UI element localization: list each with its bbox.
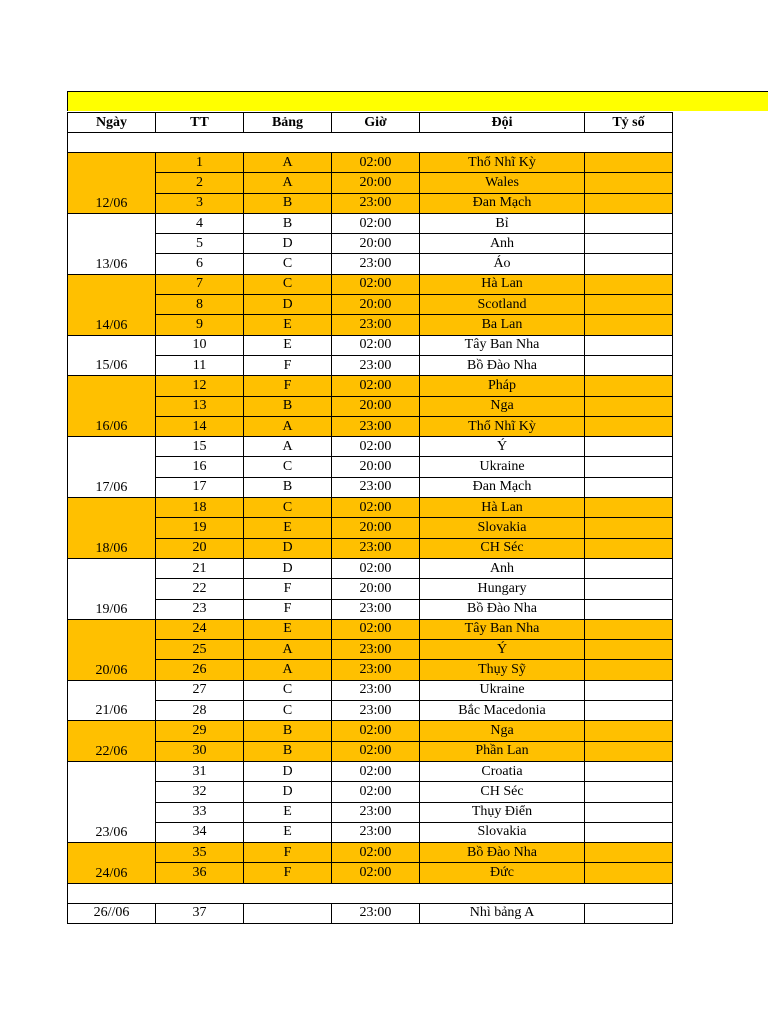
match-group: E bbox=[244, 315, 332, 335]
match-row bbox=[68, 802, 673, 822]
match-score bbox=[585, 254, 673, 274]
match-group: A bbox=[244, 660, 332, 680]
match-row bbox=[68, 335, 673, 355]
match-no: 26 bbox=[156, 660, 244, 680]
match-row bbox=[68, 173, 673, 193]
match-no: 29 bbox=[156, 721, 244, 741]
date-cell: 21/06 bbox=[68, 680, 156, 721]
match-row bbox=[68, 355, 673, 375]
date-cell: 26//06 bbox=[68, 903, 156, 923]
match-team: Đan Mạch bbox=[420, 477, 585, 497]
match-team: Bồ Đào Nha bbox=[420, 355, 585, 375]
date-cell: 13/06 bbox=[68, 213, 156, 274]
match-no: 18 bbox=[156, 498, 244, 518]
match-group: F bbox=[244, 579, 332, 599]
match-score bbox=[585, 274, 673, 294]
match-group: A bbox=[244, 437, 332, 457]
match-row bbox=[68, 213, 673, 233]
date-cell: 19/06 bbox=[68, 558, 156, 619]
match-time: 23:00 bbox=[332, 680, 420, 700]
match-group: C bbox=[244, 680, 332, 700]
match-group: B bbox=[244, 213, 332, 233]
match-group: A bbox=[244, 173, 332, 193]
match-time: 23:00 bbox=[332, 640, 420, 660]
match-time: 02:00 bbox=[332, 843, 420, 863]
match-time: 02:00 bbox=[332, 376, 420, 396]
match-score bbox=[585, 721, 673, 741]
match-team: Scotland bbox=[420, 295, 585, 315]
match-time: 02:00 bbox=[332, 863, 420, 883]
match-no: 22 bbox=[156, 579, 244, 599]
match-score bbox=[585, 863, 673, 883]
match-group: F bbox=[244, 843, 332, 863]
date-cell: 24/06 bbox=[68, 843, 156, 884]
match-no: 21 bbox=[156, 558, 244, 578]
match-time: 23:00 bbox=[332, 538, 420, 558]
match-time: 02:00 bbox=[332, 558, 420, 578]
match-score bbox=[585, 782, 673, 802]
match-row bbox=[68, 761, 673, 781]
match-team: Thổ Nhĩ Kỳ bbox=[420, 153, 585, 173]
match-time: 23:00 bbox=[332, 355, 420, 375]
match-no: 33 bbox=[156, 802, 244, 822]
match-team: Thổ Nhĩ Kỳ bbox=[420, 416, 585, 436]
match-row bbox=[68, 396, 673, 416]
match-time: 02:00 bbox=[332, 761, 420, 781]
match-team: Nga bbox=[420, 721, 585, 741]
match-no: 34 bbox=[156, 822, 244, 842]
match-score bbox=[585, 619, 673, 639]
match-group: C bbox=[244, 498, 332, 518]
match-team: Bồ Đào Nha bbox=[420, 599, 585, 619]
match-score bbox=[585, 843, 673, 863]
match-team: Thụy Điển bbox=[420, 802, 585, 822]
date-cell: 14/06 bbox=[68, 274, 156, 335]
match-no: 3 bbox=[156, 193, 244, 213]
match-no: 4 bbox=[156, 213, 244, 233]
match-time: 02:00 bbox=[332, 721, 420, 741]
spacer-row-bottom-cell bbox=[68, 883, 673, 903]
match-row bbox=[68, 193, 673, 213]
match-time: 23:00 bbox=[332, 903, 420, 923]
match-group: D bbox=[244, 295, 332, 315]
match-row bbox=[68, 315, 673, 335]
match-no: 10 bbox=[156, 335, 244, 355]
match-score bbox=[585, 802, 673, 822]
match-team: Croatia bbox=[420, 761, 585, 781]
match-row bbox=[68, 477, 673, 497]
match-row bbox=[68, 701, 673, 721]
match-team: Hà Lan bbox=[420, 498, 585, 518]
header-group: Bảng bbox=[244, 113, 332, 133]
match-group: D bbox=[244, 782, 332, 802]
match-time: 02:00 bbox=[332, 437, 420, 457]
match-group: B bbox=[244, 741, 332, 761]
match-group: E bbox=[244, 518, 332, 538]
match-no: 30 bbox=[156, 741, 244, 761]
match-row bbox=[68, 153, 673, 173]
header-row bbox=[68, 113, 673, 133]
match-score bbox=[585, 518, 673, 538]
match-time: 23:00 bbox=[332, 315, 420, 335]
match-team: Phần Lan bbox=[420, 741, 585, 761]
spacer-row-top-cell bbox=[68, 133, 673, 153]
match-time: 02:00 bbox=[332, 741, 420, 761]
match-no: 13 bbox=[156, 396, 244, 416]
match-no: 15 bbox=[156, 437, 244, 457]
date-cell: 23/06 bbox=[68, 761, 156, 842]
match-no: 27 bbox=[156, 680, 244, 700]
match-row bbox=[68, 721, 673, 741]
match-no: 17 bbox=[156, 477, 244, 497]
match-group: E bbox=[244, 619, 332, 639]
match-team: Ý bbox=[420, 437, 585, 457]
match-team: Ba Lan bbox=[420, 315, 585, 335]
match-row bbox=[68, 741, 673, 761]
match-score bbox=[585, 558, 673, 578]
date-cell: 22/06 bbox=[68, 721, 156, 762]
match-group: C bbox=[244, 274, 332, 294]
match-row bbox=[68, 437, 673, 457]
match-row bbox=[68, 457, 673, 477]
match-group: E bbox=[244, 335, 332, 355]
match-team: CH Séc bbox=[420, 538, 585, 558]
match-group: C bbox=[244, 701, 332, 721]
match-row bbox=[68, 376, 673, 396]
match-team: Tây Ban Nha bbox=[420, 619, 585, 639]
date-cell: 17/06 bbox=[68, 437, 156, 498]
match-row bbox=[68, 599, 673, 619]
match-team: Ukraine bbox=[420, 680, 585, 700]
match-time: 23:00 bbox=[332, 254, 420, 274]
match-no: 25 bbox=[156, 640, 244, 660]
match-row bbox=[68, 782, 673, 802]
match-group: A bbox=[244, 153, 332, 173]
match-no: 35 bbox=[156, 843, 244, 863]
match-no: 20 bbox=[156, 538, 244, 558]
match-row bbox=[68, 234, 673, 254]
match-group: B bbox=[244, 477, 332, 497]
match-team: Nga bbox=[420, 396, 585, 416]
match-time: 20:00 bbox=[332, 234, 420, 254]
match-no: 14 bbox=[156, 416, 244, 436]
match-row bbox=[68, 640, 673, 660]
match-no: 9 bbox=[156, 315, 244, 335]
match-time: 02:00 bbox=[332, 335, 420, 355]
match-time: 02:00 bbox=[332, 782, 420, 802]
match-score bbox=[585, 153, 673, 173]
match-group: F bbox=[244, 376, 332, 396]
match-no: 16 bbox=[156, 457, 244, 477]
match-no: 36 bbox=[156, 863, 244, 883]
match-row bbox=[68, 863, 673, 883]
match-team: Wales bbox=[420, 173, 585, 193]
match-time: 20:00 bbox=[332, 295, 420, 315]
match-no: 23 bbox=[156, 599, 244, 619]
match-group: F bbox=[244, 355, 332, 375]
match-group: C bbox=[244, 254, 332, 274]
match-row bbox=[68, 254, 673, 274]
match-group: D bbox=[244, 558, 332, 578]
match-score bbox=[585, 761, 673, 781]
match-time: 23:00 bbox=[332, 701, 420, 721]
date-cell: 12/06 bbox=[68, 153, 156, 214]
match-team: Đức bbox=[420, 863, 585, 883]
match-time: 02:00 bbox=[332, 213, 420, 233]
match-group: D bbox=[244, 234, 332, 254]
match-no: 19 bbox=[156, 518, 244, 538]
match-score bbox=[585, 599, 673, 619]
match-no: 32 bbox=[156, 782, 244, 802]
match-no: 8 bbox=[156, 295, 244, 315]
match-score bbox=[585, 335, 673, 355]
match-time: 23:00 bbox=[332, 193, 420, 213]
match-score bbox=[585, 579, 673, 599]
match-group: E bbox=[244, 822, 332, 842]
match-score bbox=[585, 295, 673, 315]
match-score bbox=[585, 355, 673, 375]
match-team: CH Séc bbox=[420, 782, 585, 802]
header-time: Giờ bbox=[332, 113, 420, 133]
match-time: 20:00 bbox=[332, 173, 420, 193]
title-bar bbox=[67, 91, 768, 111]
match-group: B bbox=[244, 721, 332, 741]
match-no: 31 bbox=[156, 761, 244, 781]
match-time: 02:00 bbox=[332, 498, 420, 518]
knockout-row bbox=[68, 903, 673, 923]
match-team: Slovakia bbox=[420, 518, 585, 538]
match-time: 23:00 bbox=[332, 822, 420, 842]
match-no: 12 bbox=[156, 376, 244, 396]
match-team: Slovakia bbox=[420, 822, 585, 842]
match-team: Bồ Đào Nha bbox=[420, 843, 585, 863]
match-row bbox=[68, 518, 673, 538]
match-no: 7 bbox=[156, 274, 244, 294]
match-score bbox=[585, 640, 673, 660]
match-team: Đan Mạch bbox=[420, 193, 585, 213]
match-team: Bỉ bbox=[420, 213, 585, 233]
match-score bbox=[585, 741, 673, 761]
match-team: Anh bbox=[420, 234, 585, 254]
match-score bbox=[585, 437, 673, 457]
match-row bbox=[68, 538, 673, 558]
match-time: 23:00 bbox=[332, 660, 420, 680]
match-group: D bbox=[244, 761, 332, 781]
match-row bbox=[68, 619, 673, 639]
match-group: B bbox=[244, 193, 332, 213]
match-group: B bbox=[244, 396, 332, 416]
match-team: Thụy Sỹ bbox=[420, 660, 585, 680]
match-time: 20:00 bbox=[332, 457, 420, 477]
match-score bbox=[585, 660, 673, 680]
match-time: 23:00 bbox=[332, 477, 420, 497]
match-row bbox=[68, 498, 673, 518]
date-cell: 20/06 bbox=[68, 619, 156, 680]
match-time: 02:00 bbox=[332, 619, 420, 639]
header-team: Đội bbox=[420, 113, 585, 133]
match-group: F bbox=[244, 599, 332, 619]
match-score bbox=[585, 173, 673, 193]
match-score bbox=[585, 193, 673, 213]
spacer-row-top bbox=[68, 133, 673, 153]
match-no: 1 bbox=[156, 153, 244, 173]
header-date: Ngày bbox=[68, 113, 156, 133]
match-time: 23:00 bbox=[332, 599, 420, 619]
match-score bbox=[585, 376, 673, 396]
spacer-row-bottom bbox=[68, 883, 673, 903]
match-no: 5 bbox=[156, 234, 244, 254]
match-group: A bbox=[244, 640, 332, 660]
match-no: 11 bbox=[156, 355, 244, 375]
match-score bbox=[585, 903, 673, 923]
match-row bbox=[68, 295, 673, 315]
match-no: 24 bbox=[156, 619, 244, 639]
match-row bbox=[68, 843, 673, 863]
match-time: 20:00 bbox=[332, 396, 420, 416]
match-group: D bbox=[244, 538, 332, 558]
match-score bbox=[585, 680, 673, 700]
match-time: 23:00 bbox=[332, 802, 420, 822]
match-score bbox=[585, 315, 673, 335]
match-time: 20:00 bbox=[332, 579, 420, 599]
match-row bbox=[68, 579, 673, 599]
date-cell: 16/06 bbox=[68, 376, 156, 437]
match-score bbox=[585, 538, 673, 558]
match-no: 2 bbox=[156, 173, 244, 193]
match-group bbox=[244, 903, 332, 923]
match-score bbox=[585, 822, 673, 842]
match-group: E bbox=[244, 802, 332, 822]
match-score bbox=[585, 457, 673, 477]
match-team: Bắc Macedonia bbox=[420, 701, 585, 721]
match-score bbox=[585, 498, 673, 518]
header-score: Tỷ số bbox=[585, 113, 673, 133]
match-no: 37 bbox=[156, 903, 244, 923]
match-row bbox=[68, 558, 673, 578]
match-group: C bbox=[244, 457, 332, 477]
match-time: 20:00 bbox=[332, 518, 420, 538]
match-team: Hà Lan bbox=[420, 274, 585, 294]
match-team: Áo bbox=[420, 254, 585, 274]
match-team: Anh bbox=[420, 558, 585, 578]
match-score bbox=[585, 396, 673, 416]
date-cell: 18/06 bbox=[68, 498, 156, 559]
schedule-body bbox=[68, 113, 673, 924]
match-time: 02:00 bbox=[332, 274, 420, 294]
match-score bbox=[585, 213, 673, 233]
match-group: A bbox=[244, 416, 332, 436]
match-row bbox=[68, 822, 673, 842]
match-team: Pháp bbox=[420, 376, 585, 396]
match-team: Hungary bbox=[420, 579, 585, 599]
match-no: 6 bbox=[156, 254, 244, 274]
header-no: TT bbox=[156, 113, 244, 133]
match-team: Tây Ban Nha bbox=[420, 335, 585, 355]
match-score bbox=[585, 416, 673, 436]
match-team: Ý bbox=[420, 640, 585, 660]
schedule-table bbox=[67, 112, 673, 924]
match-score bbox=[585, 701, 673, 721]
match-row bbox=[68, 660, 673, 680]
match-row bbox=[68, 680, 673, 700]
match-row bbox=[68, 274, 673, 294]
match-row bbox=[68, 416, 673, 436]
match-time: 23:00 bbox=[332, 416, 420, 436]
match-team: Ukraine bbox=[420, 457, 585, 477]
match-score bbox=[585, 477, 673, 497]
date-cell: 15/06 bbox=[68, 335, 156, 376]
match-score bbox=[585, 234, 673, 254]
match-group: F bbox=[244, 863, 332, 883]
match-no: 28 bbox=[156, 701, 244, 721]
match-time: 02:00 bbox=[332, 153, 420, 173]
match-team: Nhì bảng A bbox=[420, 903, 585, 923]
